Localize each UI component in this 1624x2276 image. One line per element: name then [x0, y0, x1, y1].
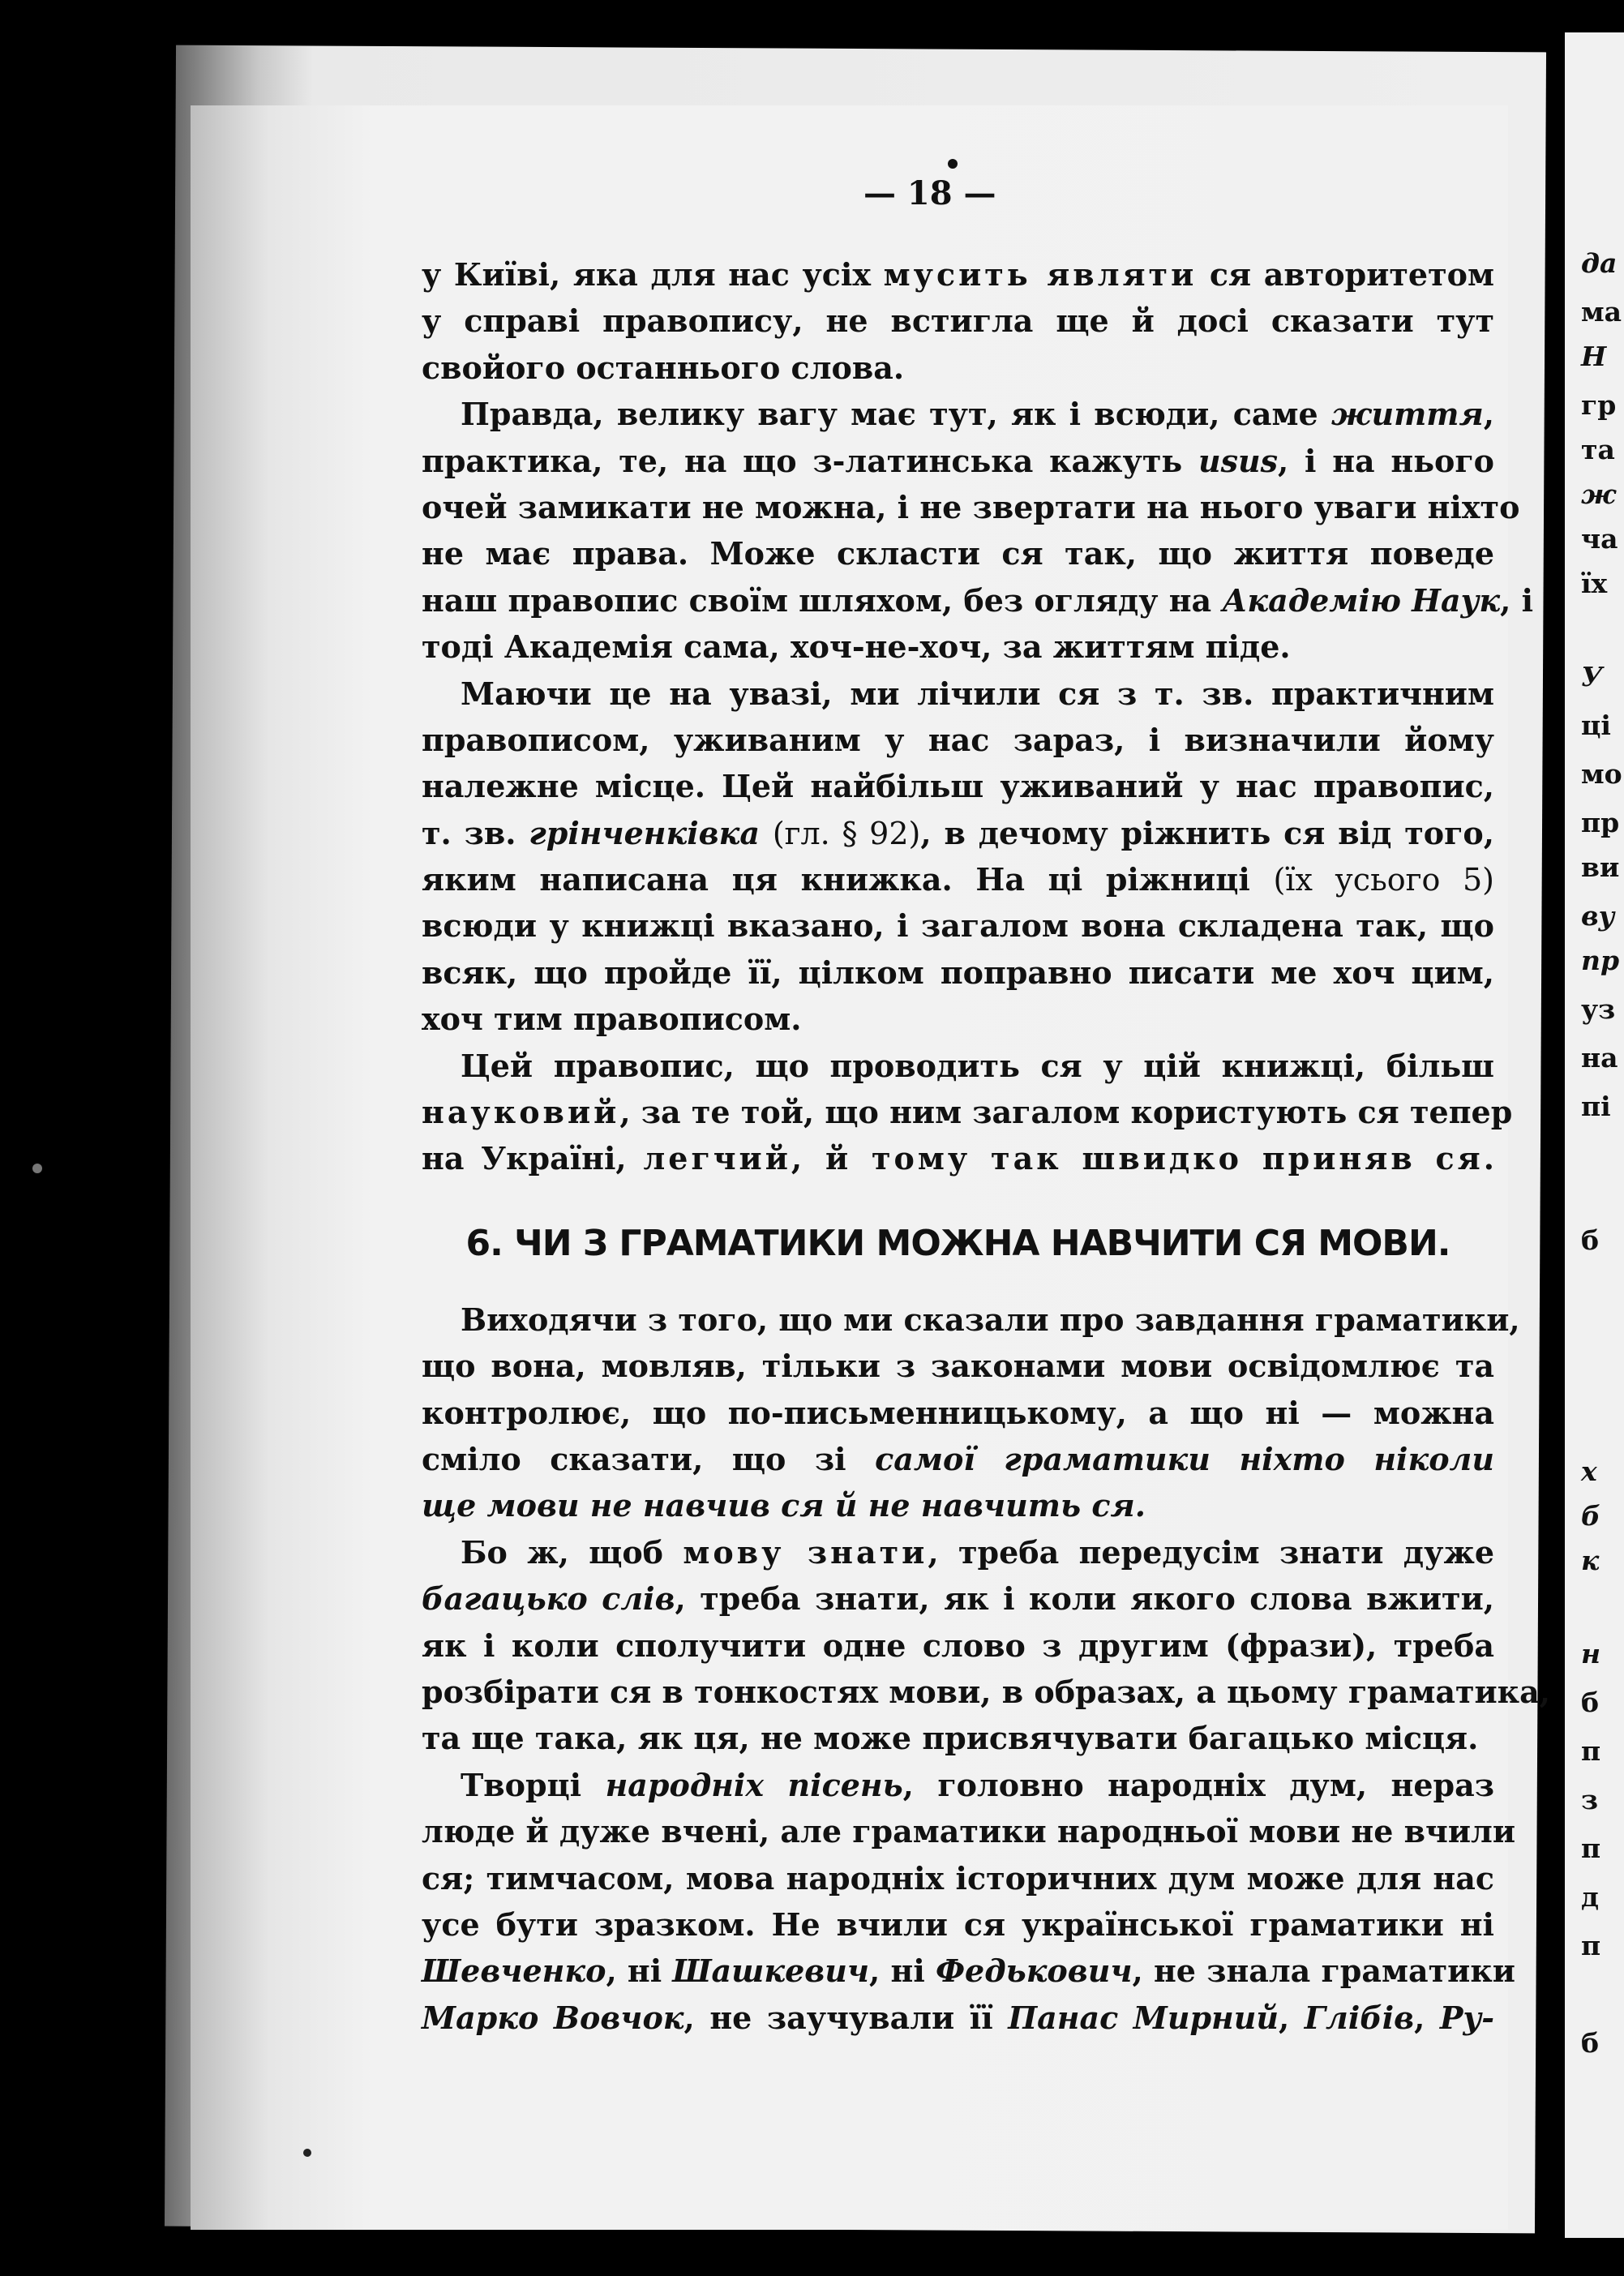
next-page-fragment: ж [1581, 478, 1617, 510]
ink-dot [948, 159, 958, 169]
text-line: тоді Академія сама, хоч-не-хоч, за життям піде. [422, 628, 1291, 666]
text-line: наш правопис своїм шляхом, без огляду на Академію Наук [422, 581, 1501, 619]
text-line: сміло сказати, що зі самої граматики ніхто ніколи [422, 1440, 1494, 1477]
next-page-fragment: б [1581, 1687, 1600, 1718]
text-line: свойого останнього слова. [422, 349, 905, 386]
text-line: Бо ж, щоб мову знати, треба передусім знати дуже [461, 1533, 1494, 1571]
next-page-fragment: ви [1581, 851, 1620, 883]
next-page-fragment: гр [1581, 389, 1617, 421]
next-page-fragment: та [1581, 434, 1615, 465]
text-line: ся; тимчасом, мова народніх історичних дум може для нас [422, 1859, 1494, 1897]
text-line: правописом, уживаним у нас зараз, і визначили йому [422, 721, 1494, 758]
text-line: усе бути зразком. Не вчили ся української граматики ні [422, 1905, 1494, 1943]
text-line: Творці народніх пісень, головно народніх дум, нераз [461, 1766, 1494, 1803]
next-page-fragment: б [1581, 2027, 1600, 2059]
next-page-fragment: б [1581, 1224, 1600, 1256]
text-line: у справі правопису, не встигла ще й досі сказати тут [422, 302, 1494, 340]
next-page-fragment: пр [1581, 945, 1620, 976]
text-line: Правда, велику вагу має тут, як і всюди, саме життя, [461, 396, 1494, 433]
text-line: Марко Вовчок, не заучували її Панас Мирний, Глібів, Ру- [422, 1999, 1494, 2036]
text-line: яким написана ця книжка. На ці ріжниці (їх усього 5) [422, 861, 1494, 898]
next-page-fragment: ці [1581, 709, 1611, 741]
text-line: як і коли сполучити одне слово з другим (фрази), треба [422, 1627, 1494, 1664]
text-line: та ще така, як ця, не може присвячувати багацько місця. [422, 1720, 1479, 1757]
text-line: Маючи це на увазі, ми лічили ся з т. зв. практичним [461, 675, 1494, 712]
text-line: Шевченко, ні Шашкевич, ні Федькович, не знала граматики [422, 1952, 1515, 1990]
next-page-fragment: да [1581, 247, 1618, 279]
next-page-edge [1565, 32, 1624, 2238]
next-page-fragment: мо [1581, 758, 1622, 790]
text-line: науковий, за те той, що ним загалом користують ся тепер [422, 1094, 1513, 1131]
text-line: хоч тим правописом. [422, 1001, 802, 1038]
next-page-fragment: б [1581, 1500, 1600, 1532]
next-page-fragment: п [1581, 1735, 1601, 1767]
next-page-fragment: ву [1581, 900, 1615, 932]
ink-dot [32, 1164, 42, 1173]
next-page-fragment: х [1581, 1455, 1597, 1487]
text-line: практика, те, на що з-латинська кажуть usus, і на нього [422, 442, 1495, 479]
next-page-fragment: У [1581, 661, 1603, 692]
next-page-fragment: на [1581, 1042, 1618, 1074]
text-line: люде й дуже вчені, але граматики народньої мови не вчили [422, 1813, 1516, 1850]
next-page-fragment: їх [1581, 568, 1608, 599]
text-line: ще мови не навчив ся й не навчить ся. [422, 1487, 1146, 1524]
text-line: у Київі, яка для нас усіх мусить являти ся авторитетом [422, 256, 1494, 293]
next-page-fragment: з [1581, 1784, 1599, 1815]
next-page-fragment: Н [1581, 341, 1607, 372]
next-page-fragment: д [1581, 1881, 1599, 1913]
text-line: Виходячи з того, що ми сказали про завдання граматики, [461, 1301, 1520, 1338]
section-heading: 6. ЧИ З ГРАМАТИКИ МОЖНА НАВЧИТИ СЯ МОВИ. [465, 1222, 1450, 1264]
next-page-fragment: пр [1581, 807, 1620, 838]
page-text [422, 251, 1550, 2041]
next-page-fragment: п [1581, 1930, 1601, 1961]
text-line: всяк, що пройде її, цілком поправно писати ме хоч цим, [422, 954, 1494, 991]
text-line: що вона, мовляв, тільки з законами мови освідомлює та [422, 1348, 1494, 1385]
next-page-fragment: ча [1581, 523, 1618, 555]
text-line: розбірати ся в тонкостях мови, в образах, а цьому граматика, [422, 1673, 1550, 1710]
text-line: т. зв. грінченківка (гл. § 92), в дечому ріжнить ся від того, [422, 814, 1494, 851]
text-line: на Україні, легчий, й тому так швидко приняв ся. [422, 1140, 1494, 1177]
page-number: — 18 — [863, 174, 996, 212]
text-line: не має права. Може скласти ся так, що життя поведе [422, 535, 1494, 572]
next-page-fragment: уз [1581, 993, 1616, 1025]
next-page-fragment: п [1581, 1832, 1601, 1864]
text-line: Цей правопис, що проводить ся у цій книжці, більш [461, 1047, 1494, 1084]
ink-dot [303, 2149, 311, 2157]
text-line: очей замикати не можна, і не звертати на нього уваги ніхто [422, 488, 1520, 525]
next-page-fragment: н [1581, 1638, 1601, 1669]
text-line: контролює, що по-письменницькому, а що ні — можна [422, 1394, 1494, 1431]
next-page-fragment: пі [1581, 1091, 1611, 1122]
text-line: всюди у книжці вказано, і загалом вона складена так, що [422, 907, 1494, 945]
next-page-fragment: к [1581, 1545, 1600, 1576]
next-page-fragment: ма [1581, 296, 1622, 328]
text-line: належне місце. Цей найбільш уживаний у нас правопис, [422, 768, 1494, 805]
text-line: багацько слів, треба знати, як і коли якого слова вжити, [422, 1580, 1494, 1618]
